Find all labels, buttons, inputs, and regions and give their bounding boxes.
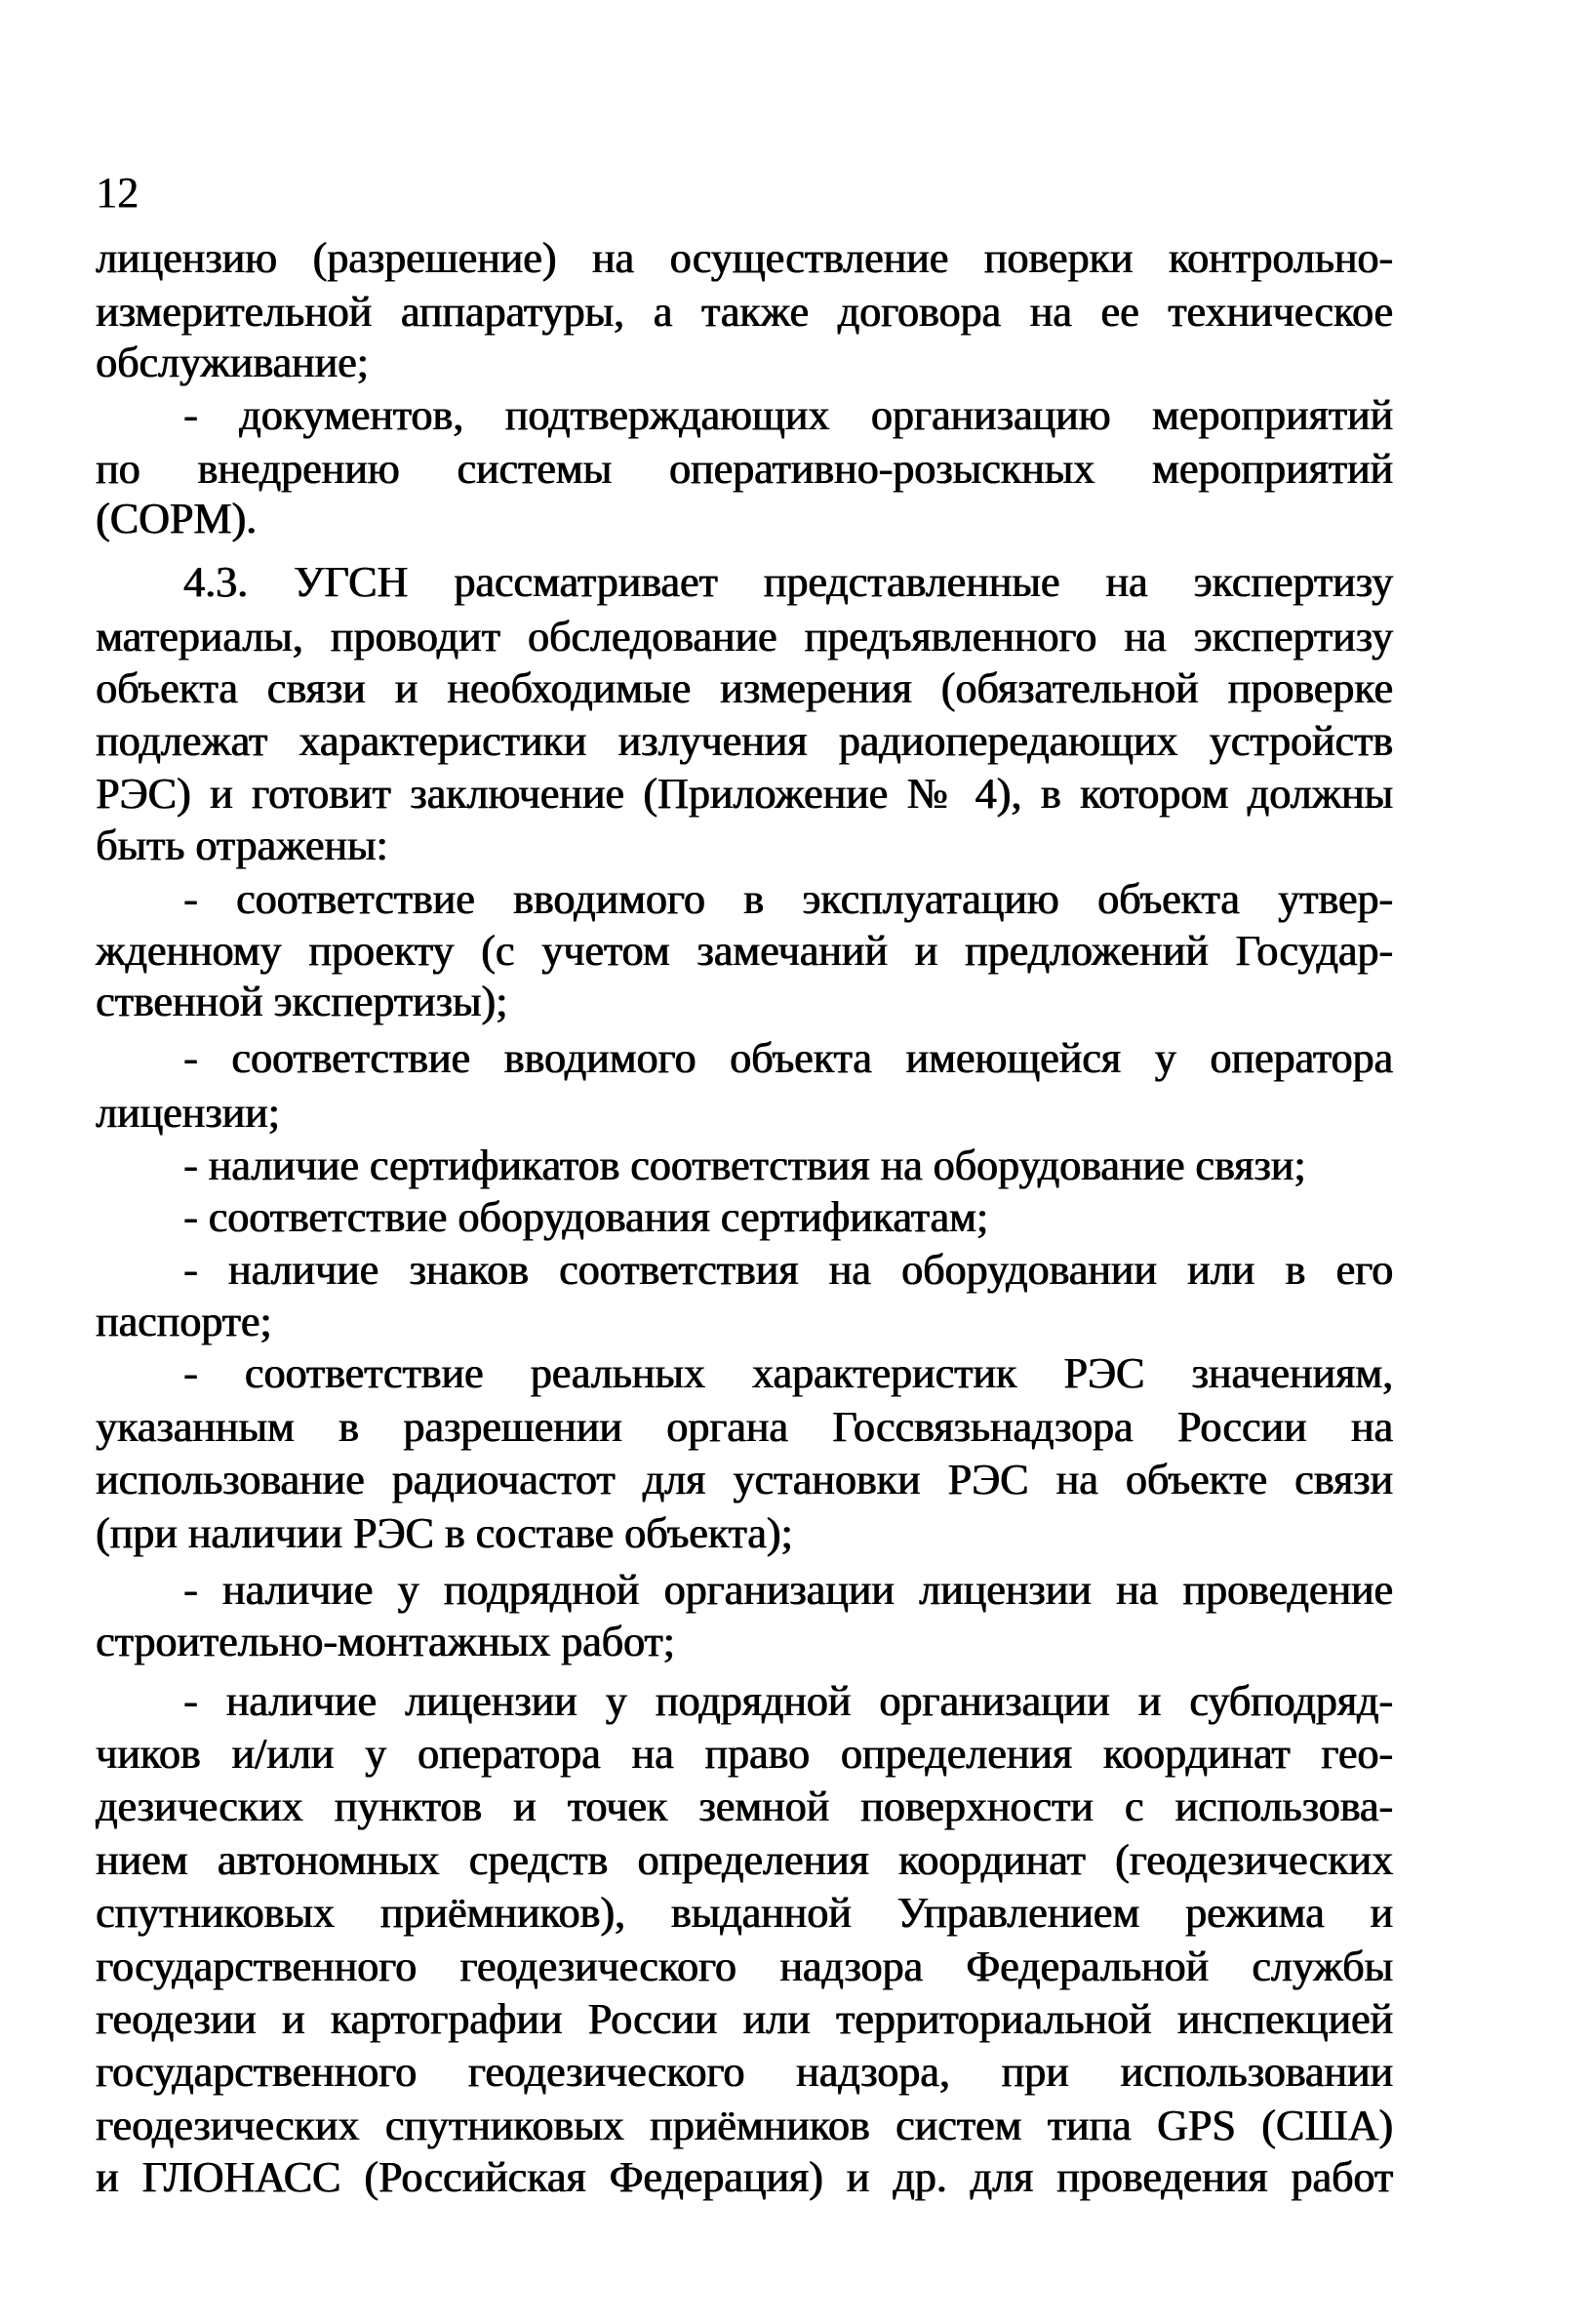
text-line: - наличие лицензии у подрядной организации и субподряд-	[183, 1677, 1393, 1725]
text-line: объекта связи и необходимые измерения (обязательной проверке	[96, 664, 1393, 712]
text-line: материалы, проводит обследование предъявленного на экспертизу	[96, 613, 1393, 661]
text-line: лицензии;	[96, 1089, 280, 1137]
text-line: нием автономных средств определения координат (геодезических	[96, 1836, 1393, 1884]
text-line: - наличие сертификатов соответствия на оборудование связи;	[183, 1142, 1306, 1189]
text-line: (СОРМ).	[96, 495, 258, 542]
page-number: 12	[96, 169, 139, 217]
text-line: паспорте;	[96, 1298, 272, 1345]
text-line: измерительной аппаратуры, а также договора на ее техническое	[96, 288, 1393, 336]
text-line: указанным в разрешении органа Госсвязьнадзора России на	[96, 1403, 1393, 1451]
text-line: строительно-монтажных работ;	[96, 1618, 675, 1665]
text-line: и ГЛОНАСС (Российская Федерация) и др. для проведения работ	[96, 2153, 1393, 2201]
text-line: спутниковых приёмников), выданной Управлением режима и	[96, 1889, 1393, 1937]
text-line: - соответствие вводимого в эксплуатацию объекта утвер-	[183, 875, 1393, 923]
text-line: - наличие знаков соответствия на оборудовании или в его	[183, 1246, 1393, 1294]
text-line: жденному проекту (с учетом замечаний и предложений Государ-	[96, 927, 1393, 975]
text-line: дезических пунктов и точек земной поверхности с использова-	[96, 1783, 1393, 1830]
text-line: - соответствие реальных характеристик РЭС значениям,	[183, 1349, 1393, 1397]
text-line: РЭС) и готовит заключение (Приложение № 4), в котором должны	[96, 770, 1393, 818]
text-line: ственной экспертизы);	[96, 978, 508, 1025]
text-line: быть отражены:	[96, 821, 388, 869]
text-line: использование радиочастот для установки РЭС на объекте связи	[96, 1456, 1393, 1503]
text-line: - соответствие вводимого объекта имеющейся у оператора	[183, 1034, 1393, 1082]
text-line: - документов, подтверждающих организацию мероприятий	[183, 391, 1393, 439]
text-line: государственного геодезического надзора Федеральной службы	[96, 1943, 1393, 1990]
text-line: подлежат характеристики излучения радиопередающих устройств	[96, 717, 1393, 765]
text-line: обслуживание;	[96, 339, 369, 386]
text-line: - наличие у подрядной организации лицензии на проведение	[183, 1566, 1393, 1614]
text-line: (при наличии РЭС в составе объекта);	[96, 1509, 793, 1557]
text-line: - соответствие оборудования сертификатам;	[183, 1193, 989, 1241]
text-line: государственного геодезического надзора, при использовании	[96, 2048, 1393, 2096]
text-line: 4.3. УГСН рассматривает представленные на экспертизу	[183, 558, 1393, 606]
text-line: геодезических спутниковых приёмников систем типа GPS (США)	[96, 2102, 1393, 2149]
text-line: чиков и/или у оператора на право определения координат гео-	[96, 1730, 1393, 1778]
text-line: геодезии и картографии России или территориальной инспекцией	[96, 1995, 1393, 2043]
text-line: лицензию (разрешение) на осуществление поверки контрольно-	[96, 234, 1393, 282]
text-line: по внедрению системы оперативно-розыскных мероприятий	[96, 445, 1393, 493]
